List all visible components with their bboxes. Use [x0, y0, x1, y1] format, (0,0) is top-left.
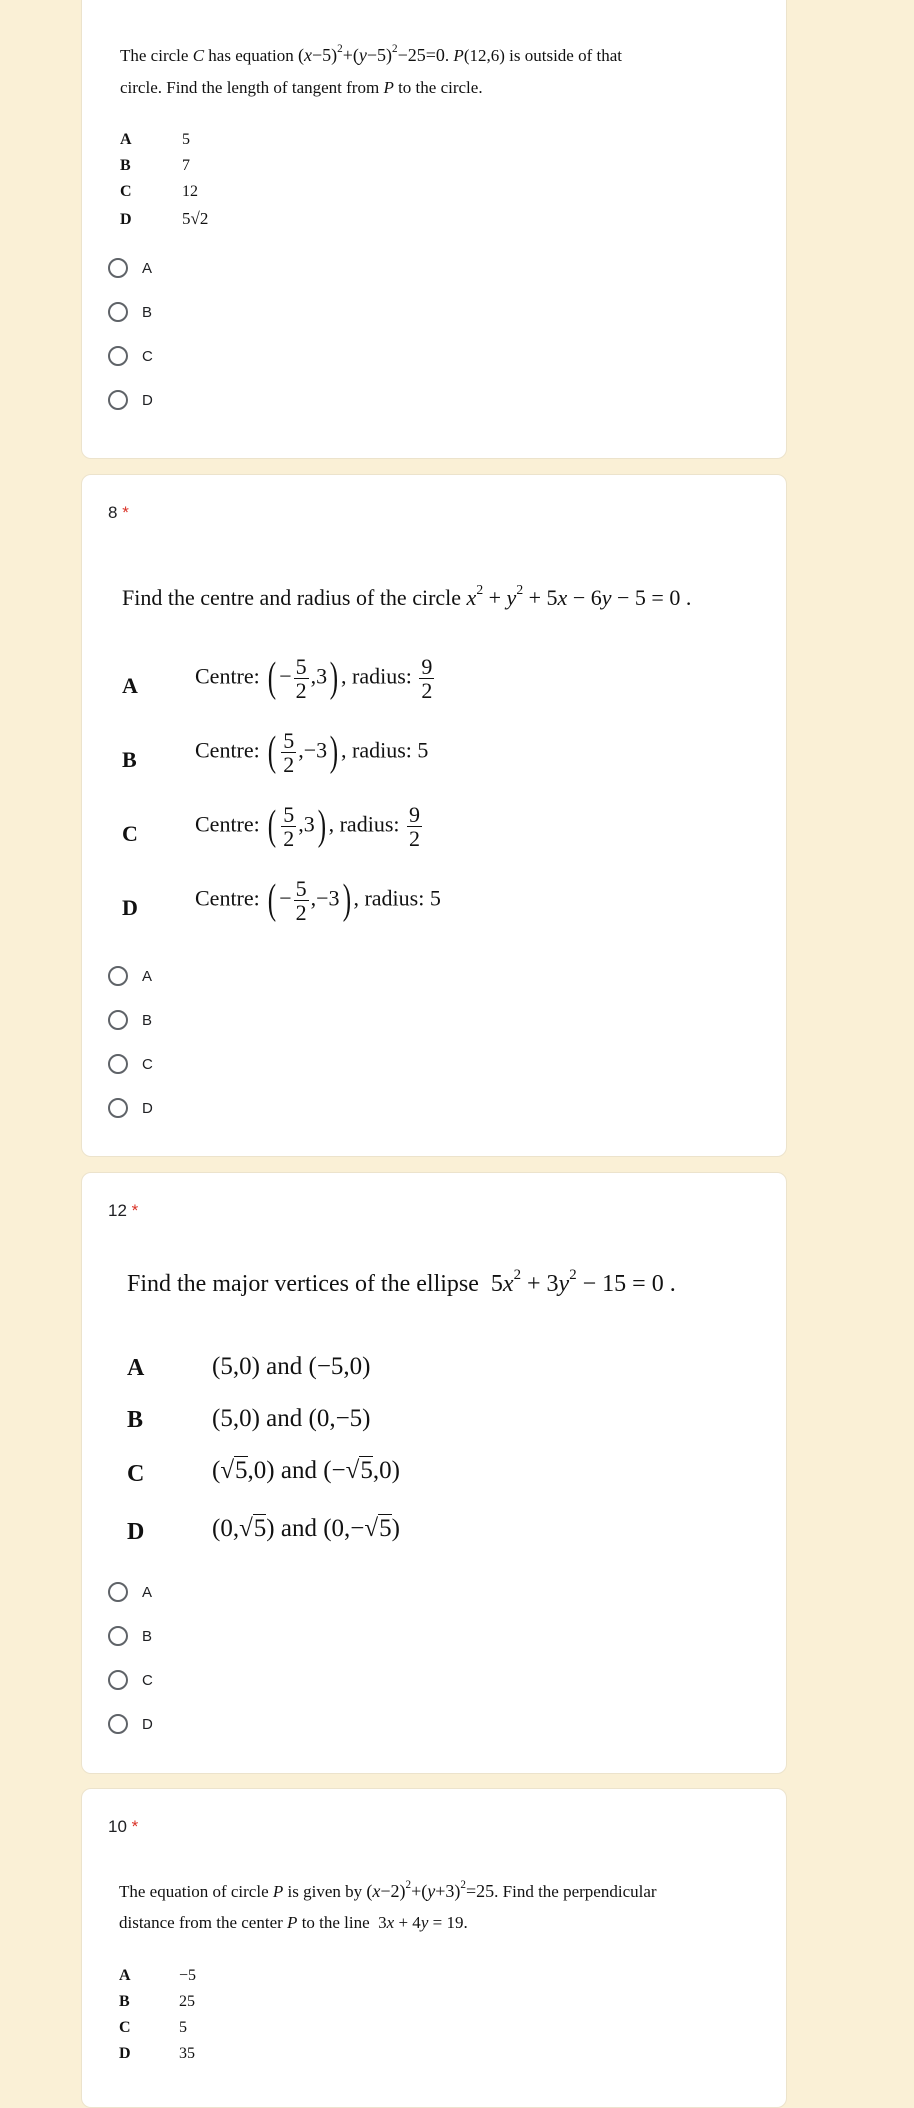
q8-option-value-c: Centre: ( $\frac{5}{2}$ ,3) , radius: $\frac{9}{2}$ [195, 802, 420, 852]
radio-icon[interactable] [108, 1054, 128, 1074]
q10-option-value-b: 25 [179, 1993, 195, 2010]
q10-option-letter-c: C [119, 2019, 131, 2036]
radio-icon[interactable] [108, 1670, 128, 1690]
required-asterisk: * [131, 1201, 139, 1220]
q10-option-letter-a: A [119, 1967, 131, 1984]
q12-option-letter-b: B [127, 1407, 144, 1433]
q12-option-value-a: (5,0) and (−5,0) [212, 1353, 371, 1380]
q12-option-value-c: (√5,0) and (−√5,0) [212, 1457, 400, 1484]
q12-option-letter-c: C [127, 1461, 145, 1487]
q8-option-value-b: Centre: ( $\frac{5}{2}$ ,−3) , radius: 5 [195, 728, 429, 778]
q10-option-value-c: 5 [179, 2019, 187, 2036]
q7-option-letter-a: A [120, 131, 132, 148]
radio-icon[interactable] [108, 1098, 128, 1118]
radio-icon[interactable] [108, 346, 128, 366]
q7-option-letter-b: B [120, 157, 131, 174]
q8-option-letter-a: A [122, 673, 138, 698]
question-10-number: 10 * [108, 1817, 139, 1836]
question-card-8 [81, 474, 787, 1157]
radio-icon[interactable] [108, 1010, 128, 1030]
q7-option-value-a: 5 [182, 131, 190, 148]
radio-icon[interactable] [108, 258, 128, 278]
question-8-number: 8 * [108, 503, 129, 522]
q8-option-letter-d: D [122, 895, 138, 920]
question-card-10 [81, 1788, 787, 2108]
q10-option-value-d: 35 [179, 2045, 195, 2062]
question-7-stem-line2: circle. Find the length of tangent from P to the circle. [120, 78, 483, 97]
radio-icon[interactable] [108, 390, 128, 410]
q12-option-value-d: (0,√5) and (0,−√5) [212, 1515, 400, 1542]
question-8-stem: Find the centre and radius of the circle $x^2 + y^2 + 5x - 6y - 5 = 0$ . [122, 582, 692, 610]
q8-choice-d[interactable]: D [108, 1095, 153, 1121]
q7-option-value-c: 12 [182, 183, 198, 200]
q8-choice-b[interactable]: B [108, 1007, 152, 1033]
q10-option-letter-b: B [119, 1993, 130, 2010]
question-12-number: 12 * [108, 1201, 139, 1220]
q8-option-value-a: Centre: ( − $\frac{5}{2}$ ,3) , radius: $\frac{9}{2}$ [195, 654, 433, 704]
q12-choice-b[interactable]: B [108, 1623, 152, 1649]
question-12-stem: Find the major vertices of the ellipse $5x^2 + 3y^2 - 15 = 0$ . [127, 1267, 676, 1297]
radio-icon[interactable] [108, 1582, 128, 1602]
q8-option-value-d: Centre: ( − $\frac{5}{2}$ ,−3) , radius: 5 [195, 876, 441, 926]
q10-option-value-a: −5 [179, 1967, 197, 1984]
question-10-stem-line2: distance from the center P to the line 3x + 4y = 19. [119, 1913, 468, 1932]
required-asterisk: * [122, 503, 129, 522]
q7-option-value-b: 7 [182, 157, 190, 174]
q8-option-letter-b: B [122, 747, 137, 772]
q8-choice-a[interactable]: A [108, 963, 152, 989]
question-card-12 [81, 1172, 787, 1774]
q7-choice-a[interactable]: A [108, 255, 152, 281]
q8-choice-c[interactable]: C [108, 1051, 153, 1077]
q12-option-letter-a: A [127, 1355, 145, 1381]
q7-option-letter-c: C [120, 183, 132, 200]
radio-icon[interactable] [108, 1714, 128, 1734]
q7-choice-c[interactable]: C [108, 343, 153, 369]
q12-choice-c[interactable]: C [108, 1667, 153, 1693]
q8-option-letter-c: C [122, 821, 138, 846]
q7-choice-d[interactable]: D [108, 387, 153, 413]
q7-option-letter-d: D [120, 211, 132, 228]
q7-option-value-d: 5√2 [182, 209, 209, 228]
question-7-stem-line1: The circle C has equation $(x-5)^2+(y-5)^2-25=0$. P(12,6) is outside of that [120, 43, 622, 65]
question-10-stem-line1: The equation of circle P is given by $(x-2)^2+(y+3)^2=25$. Find the perpendicular [119, 1879, 657, 1901]
radio-icon[interactable] [108, 1626, 128, 1646]
q10-option-letter-d: D [119, 2045, 131, 2062]
required-asterisk: * [131, 1817, 139, 1836]
q12-choice-d[interactable]: D [108, 1711, 153, 1737]
radio-icon[interactable] [108, 302, 128, 322]
q12-option-letter-d: D [127, 1519, 145, 1545]
q7-choice-b[interactable]: B [108, 299, 152, 325]
radio-icon[interactable] [108, 966, 128, 986]
q12-choice-a[interactable]: A [108, 1579, 152, 1605]
q12-option-value-b: (5,0) and (0,−5) [212, 1405, 371, 1432]
question-card-7 [81, 0, 787, 459]
